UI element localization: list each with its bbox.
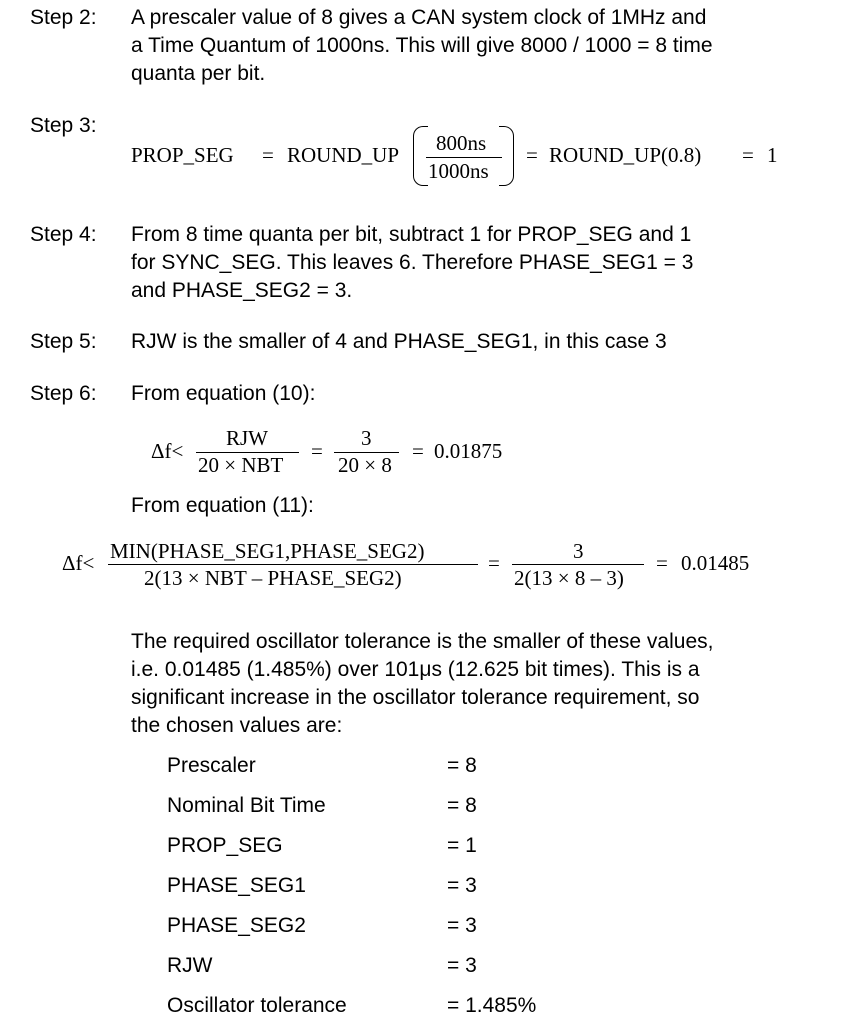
table-row-name: PROP_SEG [167,834,283,857]
eq10-result: 0.01875 [434,439,503,463]
step-4-line: From 8 time quanta per bit, subtract 1 for PROP_SEG and 1 [131,223,692,246]
eq11-equals: = [656,551,668,575]
conclusion-line: i.e. 0.01485 (1.485%) over 101μs (12.625 bit times). This is a [131,658,700,681]
step-4-line: for SYNC_SEG. This leaves 6. Therefore PHASE_SEG1 = 3 [131,251,694,274]
table-row-value: = 1.485% [447,994,537,1017]
eq11-fraction-bar [512,564,644,565]
eq10-numerator: RJW [226,426,268,450]
eq10-numerator: 3 [361,426,372,450]
eq11-denominator: 2(13 × NBT – PHASE_SEG2) [144,566,402,590]
table-row-value: = 3 [447,954,477,977]
eq3-result: 1 [767,143,778,167]
eq11-numerator: MIN(PHASE_SEG1,PHASE_SEG2) [110,539,425,563]
table-row-name: Oscillator tolerance [167,994,347,1017]
step-4-label: Step 4: [30,223,97,246]
step-2-line: quanta per bit. [131,62,266,85]
eq10-lhs: Δf< [151,439,184,463]
conclusion-line: the chosen values are: [131,714,343,737]
eq3-fraction-bar [426,157,502,158]
eq3-right-paren [499,126,514,186]
eq10-denominator: 20 × NBT [198,453,284,477]
step-2-label: Step 2: [30,6,97,29]
table-row-value: = 8 [447,754,477,777]
eq3-left-paren [413,126,428,186]
step-6-intro-eq11: From equation (11): [131,494,314,517]
table-row-name: PHASE_SEG1 [167,874,306,897]
eq11-equals: = [488,551,500,575]
step-6-label: Step 6: [30,382,97,405]
eq11-result: 0.01485 [681,551,750,575]
table-row-value: = 1 [447,834,477,857]
eq11-lhs: Δf< [62,551,95,575]
eq3-equals: = [262,143,274,167]
table-row-name: PHASE_SEG2 [167,914,306,937]
step-2-text [131,4,713,88]
table-row-name: Nominal Bit Time [167,794,326,817]
conclusion-line: The required oscillator tolerance is the smaller of these values, [131,630,714,653]
eq3-equals: = [742,143,754,167]
table-row-value: = 8 [447,794,477,817]
eq10-equals: = [412,439,424,463]
eq10-denominator: 20 × 8 [338,453,392,477]
step-4-text [131,221,693,305]
table-row-value: = 3 [447,914,477,937]
step-6-intro-eq10: From equation (10): [131,382,316,405]
step-6-conclusion [131,628,713,740]
conclusion-line: significant increase in the oscillator tolerance requirement, so [131,686,700,709]
eq11-fraction-bar [108,564,478,565]
eq3-equals: = [526,143,538,167]
step-4-line: and PHASE_SEG2 = 3. [131,279,353,302]
eq10-equals: = [311,439,323,463]
table-row-name: Prescaler [167,754,256,777]
step-2-line: A prescaler value of 8 gives a CAN system clock of 1MHz and [131,6,707,29]
eq11-numerator: 3 [573,539,584,563]
step-3-label: Step 3: [30,114,97,137]
step-5-label: Step 5: [30,330,97,353]
eq3-lhs: PROP_SEG [131,143,234,167]
step-2-line: a Time Quantum of 1000ns. This will give 8000 / 1000 = 8 time [131,34,713,57]
eq3-mid: ROUND_UP(0.8) [549,143,702,167]
table-row-value: = 3 [447,874,477,897]
eq3-func: ROUND_UP [287,143,400,167]
eq11-denominator: 2(13 × 8 – 3) [514,566,624,590]
eq3-numerator: 800ns [436,131,487,155]
step-5-text: RJW is the smaller of 4 and PHASE_SEG1, in this case 3 [131,330,667,353]
table-row-name: RJW [167,954,213,977]
eq3-denominator: 1000ns [428,159,489,183]
